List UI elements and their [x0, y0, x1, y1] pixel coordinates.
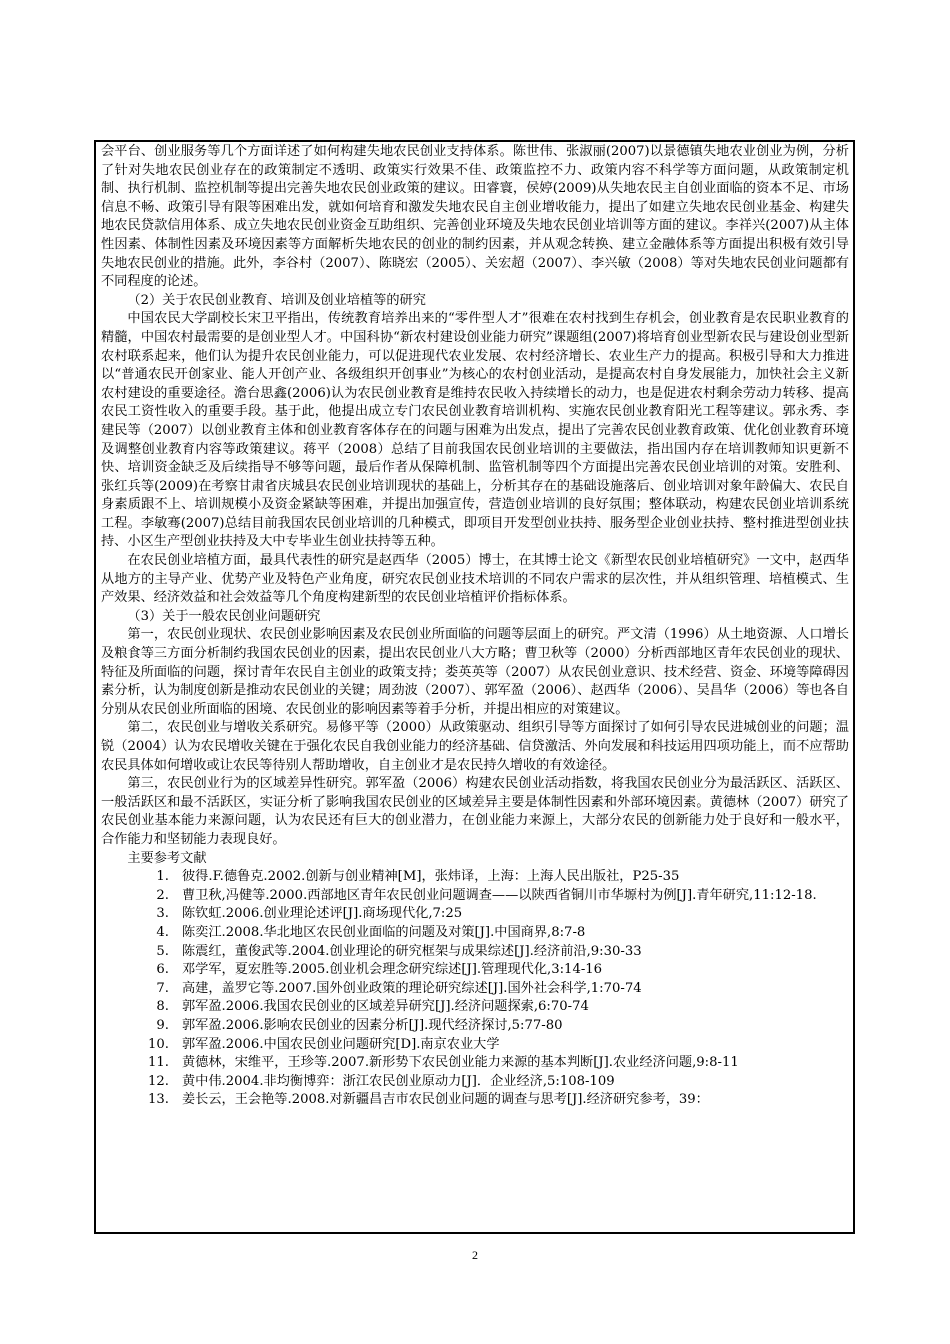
- reference-number: 10.: [148, 1036, 169, 1052]
- reference-number: 4.: [156, 924, 169, 940]
- reference-text: 黄德林，宋维平，王珍等.2007.新形势下农民创业能力来源的基本判断[J].农业经济问题,9:8-11: [182, 1055, 739, 1071]
- paragraph-cultivation: 在农民创业培植方面，最具代表性的研究是赵西华（2005）博士，在其博士论文《新型农民创业培植研究》一文中，赵西华从地方的主导产业、优势产业及特色产业角度，研究农民创业技术培训的不同农户需求的层次性，并从组织管理、培植模式、生产效果、经济效益和社会效益等几个角度构建新型的农民创业培植评价指标体系。: [101, 553, 849, 606]
- reference-item: [101, 1036, 849, 1055]
- reference-number: 3.: [156, 906, 169, 922]
- reference-number: 11.: [148, 1055, 169, 1071]
- section-heading-education-training: （2）关于农民创业教育、培训及创业培植等的研究: [127, 292, 426, 308]
- paragraph-first-status: 第一，农民创业现状、农民创业影响因素及农民创业所面临的问题等层面上的研究。严文清（1996）从土地资源、人口增长及粮食等三方面分析制约我国农民创业的因素，提出农民创业八大方略；曹卫秋等（2000）分析西部地区青年农民创业的现状、特征及所面临的问题，探讨青年农民自主创业的政策支持；娄英英等（2007）从农民创业意识、技术经营、资金、环境等障碍因素分析，认为制度创新是推动农民创业的关键；周劲波（2007）、郭军盈（2006）、赵西华（2006）、吴昌华（2006）等也各自分别从农民创业所面临的困境、农民创业的影响因素等着手分析，并提出相应的对策建议。: [101, 627, 849, 717]
- reference-number: 7.: [156, 980, 169, 996]
- reference-item: [101, 1017, 849, 1036]
- reference-item: [101, 998, 849, 1017]
- reference-text: 曹卫秋,冯健等.2000.西部地区青年农民创业问题调查——以陕西省铜川市华塬村为例[J].青年研究,11:12-18.: [182, 887, 817, 903]
- reference-text: 郭军盈.2006.我国农民创业的区域差异研究[J].经济问题探索,6:70-74: [182, 999, 589, 1015]
- reference-item: [101, 905, 849, 924]
- reference-text: 邓学军，夏宏胜等.2005.创业机会理念研究综述[J].管理现代化,3:14-16: [182, 962, 603, 978]
- reference-number: 12.: [148, 1073, 169, 1089]
- reference-number: 1.: [156, 869, 169, 885]
- reference-text: 高建，盖罗它等.2007.国外创业政策的理论研究综述[J].国外社会科学,1:70-74: [182, 980, 642, 996]
- reference-text: 彼得.F.德鲁克.2002.创新与创业精神[M]，张炜译，上海：上海人民出版社，P25-35: [182, 869, 680, 885]
- reference-item: [101, 1054, 849, 1073]
- page-number: 2: [472, 1248, 478, 1262]
- reference-item: [101, 868, 849, 887]
- reference-number: 8.: [156, 999, 169, 1015]
- reference-number: 13.: [148, 1092, 169, 1108]
- paragraph-landless-farmers: 会平台、创业服务等几个方面详述了如何构建失地农民创业支持体系。陈世伟、张淑丽(2007)以景德镇失地农业创业为例，分析了针对失地农民创业存在的政策制定不透明、政策实行效果不佳、政策监控不力、政策内容不科学等方面问题，从政策制定机制、执行机制、监控机制等提出完善失地农民创业政策的建议。田睿寰，侯婷(2009)从失地农民主自创业面临的资本不足、市场信息不畅、政策引导有限等困难出发，就如何培育和激发失地农民自主创业增收能力，提出了如建立失地农民创业基金、构建失地农民贷款信用体系、成立失地农民创业资金互助组织、完善创业环境及失地农民创业培训等方面的建议。李祥兴(2007)从主体性因素、体制性因素及环境因素等方面解析失地农民的创业的制约因素，并从观念转换、建立金融体系等方面提出积极有效引导失地农民创业的措施。此外，李谷村（2007）、陈晓宏（2005）、关宏超（2007）、李兴敏（2008）等对失地农民创业问题都有不同程度的论述。: [101, 144, 849, 290]
- reference-item: [101, 1091, 849, 1110]
- reference-item: [101, 943, 849, 962]
- reference-text: 郭军盈.2006.中国农民创业问题研究[D].南京农业大学: [182, 1036, 500, 1052]
- reference-text: 黄中伟.2004.非均衡博弈：浙江农民创业原动力[J]．企业经济,5:108-109: [182, 1073, 615, 1089]
- reference-number: 2.: [156, 887, 169, 903]
- reference-text: 姜长云，王会艳等.2008.对新疆昌吉市农民创业问题的调查与思考[J].经济研究参考，39：: [182, 1092, 709, 1108]
- reference-text: 陈钦虹.2006.创业理论述评[J].商场现代化,7:25: [182, 906, 463, 922]
- document-body: [101, 143, 849, 1110]
- reference-number: 6.: [156, 962, 169, 978]
- paragraph-third-regional: 第三，农民创业行为的区域差异性研究。郭军盈（2006）构建农民创业活动指数，将我国农民创业分为最活跃区、活跃区、一般活跃区和最不活跃区，实证分析了影响我国农民创业的区域差异主要是体制性因素和外部环境因素。黄德林（2007）研究了农民创业基本能力来源问题，认为农民还有巨大的创业潜力，在创业能力来源上，大部分农民的创新能力处于良好和一般水平，合作能力和坚韧能力表现良好。: [101, 776, 849, 847]
- reference-item: [101, 924, 849, 943]
- paragraph-second-income: 第二，农民创业与增收关系研究。易修平等（2000）从政策驱动、组织引导等方面探讨了如何引导农民进城创业的问题；温锐（2004）认为农民增收关键在于强化农民自我创业能力的经济基础、信贷激活、外向发展和科技运用四项功能上，而不应帮助农民具体如何增收或让农民等待别人帮助增收，自主创业才是农民持久增收的有效途径。: [101, 720, 849, 773]
- reference-text: 陈震红，董俊武等.2004.创业理论的研究框架与成果综述[J].经济前沿,9:30-33: [182, 943, 642, 959]
- reference-number: 5.: [156, 943, 169, 959]
- reference-item: [101, 961, 849, 980]
- references-title: 主要参考文献: [127, 850, 207, 866]
- section-heading-general-issues: （3）关于一般农民创业问题研究: [127, 608, 321, 624]
- reference-list: [101, 868, 849, 1110]
- reference-text: 陈奕江.2008.华北地区农民创业面临的问题及对策[J].中国商界,8:7-8: [182, 924, 586, 940]
- reference-item: [101, 1073, 849, 1092]
- reference-item: [101, 980, 849, 999]
- paragraph-education-training: 中国农民大学副校长宋卫平指出，传统教育培养出来的“零件型人才”很难在农村找到生存机会，创业教育是农民职业教育的精髓，中国农村最需要的是创业型人才。中国科协“新农村建设创业能力研究”课题组(2007)将培育创业型新农民与建设创业型新农村联系起来，他们认为提升农民创业能力，可以促进现代农业发展、农村经济增长、农业生产力的提高。积极引导和大力推进以“普通农民开创家业、能人开创产业、各级组织开创事业”为核心的农村创业活动，是提高农村自身发展能力，加快社会主义新农村建设的重要途径。澹台思鑫(2006)认为农民创业教育是维持农民收入持续增长的动力，也是促进农村剩余劳动力转移、提高农民工资性收入的重要手段。基于此，他提出成立专门农民创业教育培训机构、实施农民创业教育阳光工程等建议。郭永秀、李建民等（2007）以创业教育主体和创业教育客体存在的问题与困难为出发点，提出了完善农民创业教育政策、优化创业教育环境及调整创业教育内容等政策建议。蒋平（2008）总结了目前我国农民创业培训的主要做法，指出国内存在培训教师知识更新不快、培训资金缺乏及后续指导不够等问题，最后作者从保障机制、监管机制等四个方面提出完善农民创业培训的对策。安胜利、张红兵等(2009)在考察甘肃省庆城县农民创业培训现状的基础上，分析其存在的基础设施落后、创业培训对象年龄偏大、农民自身素质跟不上、培训规模小及资金紧缺等困难，并提出加强宣传，营造创业培训的良好氛围；整体联动，构建农民创业培训系统工程。李敏骞(2007)总结目前我国农民创业培训的几种模式，即项目开发型创业扶持、服务型企业创业扶持、整村推进型创业扶持、小区生产型创业扶持及大中专毕业生创业扶持等五种。: [101, 311, 849, 550]
- reference-item: [101, 887, 849, 906]
- reference-number: 9.: [156, 1017, 169, 1033]
- reference-text: 郭军盈.2006.影响农民创业的因素分析[J].现代经济探讨,5:77-80: [182, 1017, 563, 1033]
